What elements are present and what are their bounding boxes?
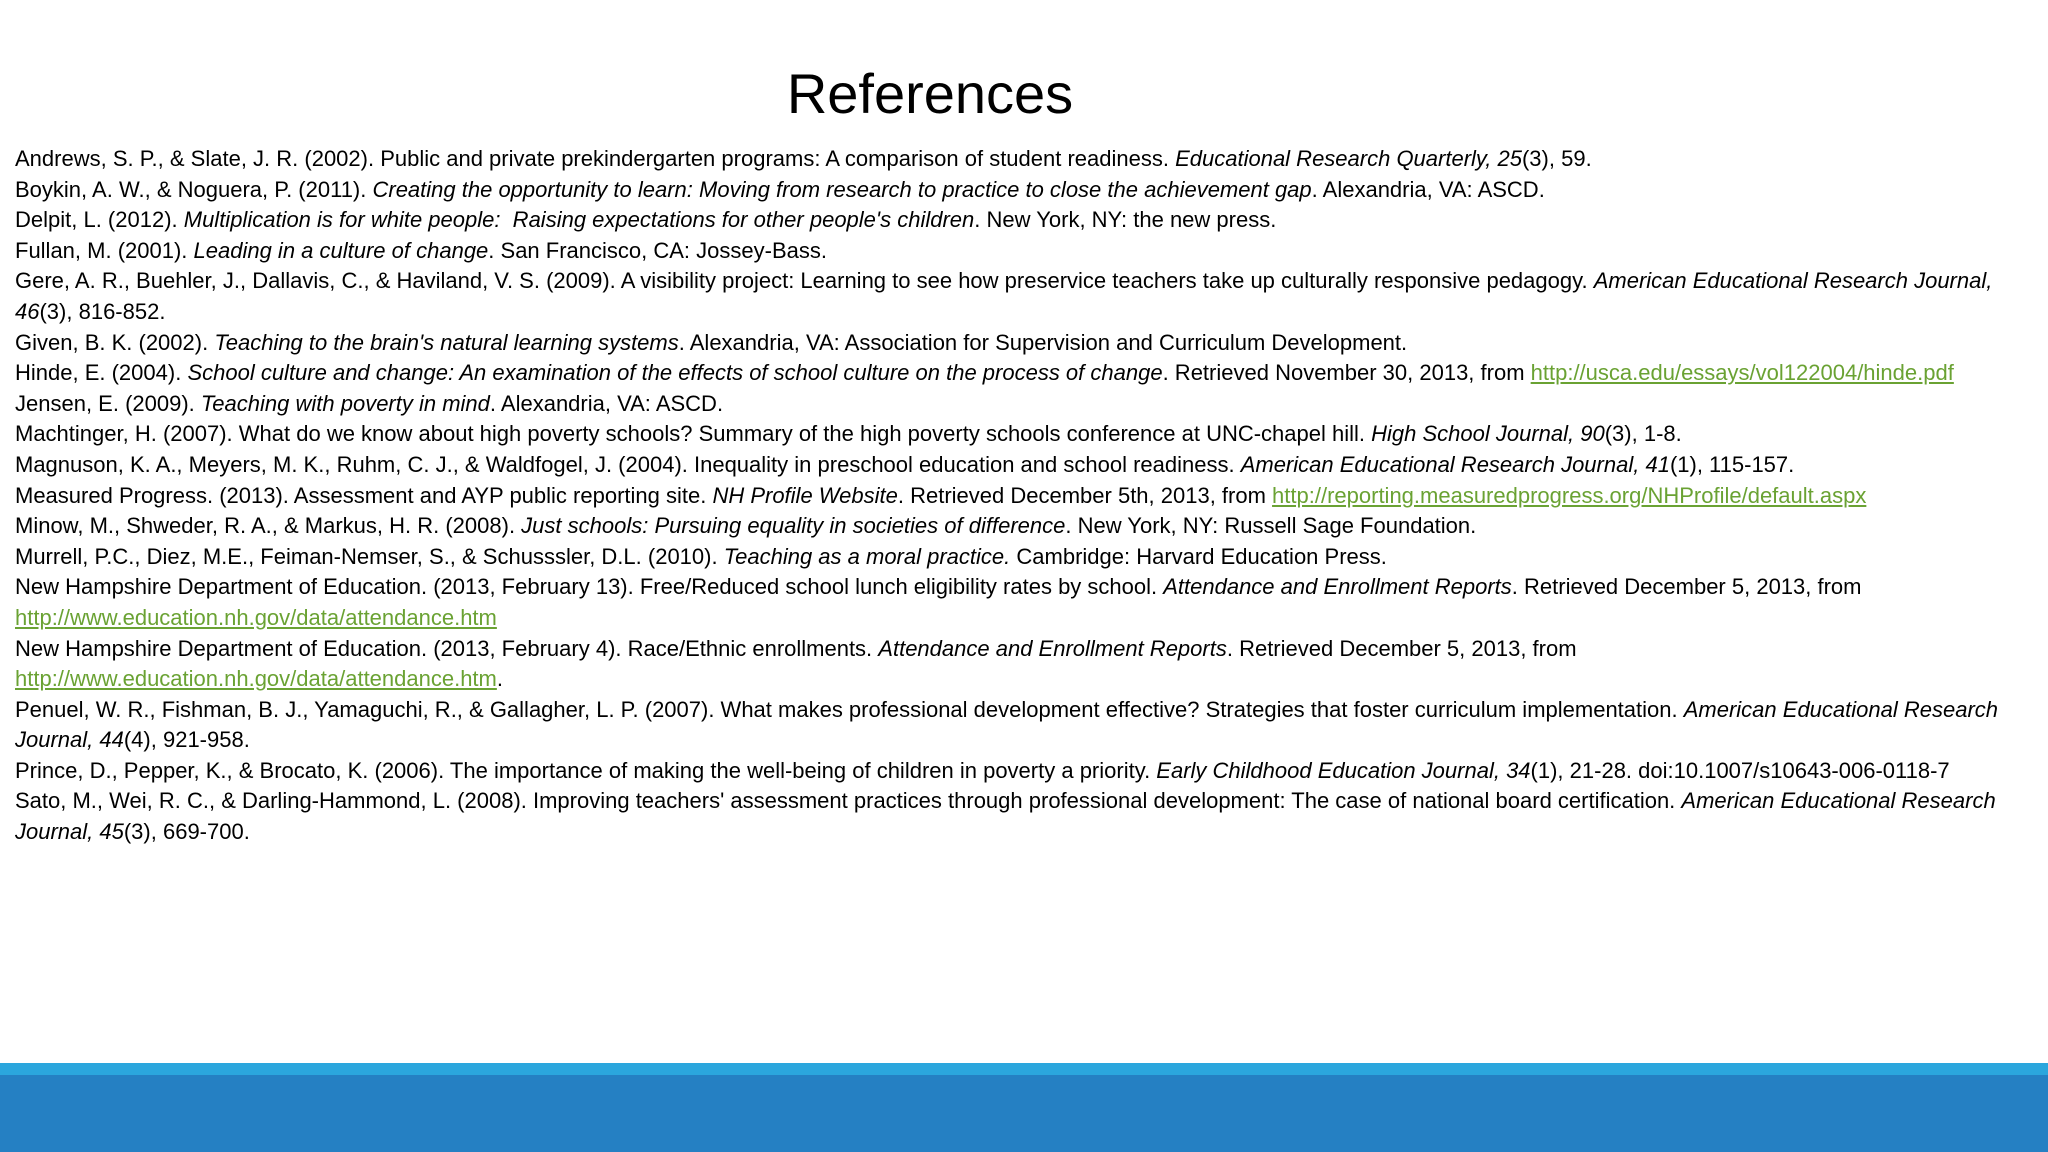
reference-text: . Retrieved November 30, 2013, from: [1162, 360, 1531, 386]
reference-text: Cambridge: Harvard Education Press.: [1010, 543, 1387, 569]
reference-source: Early Childhood Education Journal, 34: [1156, 757, 1531, 783]
reference-text: Hinde, E. (2004).: [15, 360, 188, 386]
reference-item: [15, 389, 2015, 420]
reference-source: Leading in a culture of change: [193, 237, 489, 263]
reference-text: (3), 1-8.: [1604, 421, 1682, 447]
reference-source: High School Journal, 90: [1371, 421, 1605, 447]
reference-link[interactable]: http://www.education.nh.gov/data/attendance.htm: [15, 604, 497, 630]
reference-link[interactable]: http://reporting.measuredprogress.org/NHProfile/default.aspx: [1272, 482, 1867, 508]
reference-text: .: [496, 666, 503, 692]
reference-source: Multiplication is for white people: Raising expectations for other people's children: [183, 207, 975, 233]
reference-text: Measured Progress. (2013). Assessment and AYP public reporting site.: [15, 482, 713, 508]
reference-source: Just schools: Pursuing equality in societies of difference: [521, 513, 1066, 539]
reference-source: American Educational Research Journal, 44: [15, 696, 1999, 753]
reference-source: American Educational Research Journal, 46: [15, 268, 1993, 324]
reference-text: Prince, D., Pepper, K., & Brocato, K. (2006). The importance of making the well-being of children in poverty a priority.: [15, 757, 1157, 783]
reference-item: [15, 419, 2015, 450]
reference-source: Teaching to the brain's natural learning systems: [214, 329, 679, 355]
reference-item: [15, 450, 2015, 481]
reference-item: [15, 236, 2015, 267]
reference-item: [15, 572, 2015, 633]
reference-source: Creating the opportunity to learn: Moving from research to practice to close the achievement gap: [372, 176, 1312, 202]
reference-text: Machtinger, H. (2007). What do we know about high poverty schools? Summary of the high poverty schools conference at UNC-chapel hill.: [15, 421, 1372, 447]
reference-source: Teaching as a moral practice.: [723, 543, 1011, 569]
reference-text: Gere, A. R., Buehler, J., Dallavis, C., & Haviland, V. S. (2009). A visibility project: Learning to see how preservice teachers take up culturally responsive pedagogy.: [15, 268, 1594, 294]
reference-item: [15, 634, 2015, 695]
reference-text: (4), 921-958.: [123, 727, 250, 753]
reference-text: Murrell, P.C., Diez, M.E., Feiman-Nemser, S., & Schusssler, D.L. (2010).: [15, 543, 724, 569]
reference-text: Penuel, W. R., Fishman, B. J., Yamaguchi, R., & Gallagher, L. P. (2007). What makes professional development effective? Strategies that foster curriculum implementation.: [15, 696, 1684, 722]
reference-text: Boykin, A. W., & Noguera, P. (2011).: [15, 176, 373, 202]
reference-text: Andrews, S. P., & Slate, J. R. (2002). Public and private prekindergarten programs: A comparison of student readiness.: [15, 146, 1176, 171]
reference-text: . Retrieved December 5, 2013, from: [1226, 635, 1577, 661]
reference-item: [15, 328, 2015, 359]
reference-source: School culture and change: An examination of the effects of school culture on the process of change: [187, 360, 1163, 386]
reference-source: Attendance and Enrollment Reports: [1163, 574, 1512, 600]
reference-source: Educational Research Quarterly, 25: [1175, 146, 1522, 171]
footer-bar: [0, 1075, 2048, 1152]
reference-item: [15, 511, 2015, 542]
reference-text: Fullan, M. (2001).: [15, 237, 194, 263]
footer-stripe: [0, 1063, 2048, 1075]
reference-list: [15, 144, 2015, 848]
reference-link[interactable]: http://www.education.nh.gov/data/attendance.htm: [15, 666, 497, 692]
reference-item: [15, 175, 2015, 206]
reference-item: [15, 205, 2015, 236]
reference-source: NH Profile Website: [712, 482, 898, 508]
reference-text: Jensen, E. (2009).: [15, 390, 201, 416]
reference-text: New Hampshire Department of Education. (2013, February 13). Free/Reduced school lunch eligibility rates by school.: [15, 574, 1164, 600]
reference-text: . Retrieved December 5th, 2013, from: [897, 482, 1273, 508]
reference-link[interactable]: http://usca.edu/essays/vol122004/hinde.pdf: [1530, 360, 1954, 386]
reference-item: [15, 542, 2015, 573]
reference-text: . New York, NY: the new press.: [974, 207, 1277, 233]
reference-text: New Hampshire Department of Education. (2013, February 4). Race/Ethnic enrollments.: [15, 635, 879, 661]
reference-text: (1), 115-157.: [1669, 451, 1795, 477]
reference-text: Sato, M., Wei, R. C., & Darling-Hammond, L. (2008). Improving teachers' assessment practices through professional development: The case of national board certification.: [15, 788, 1682, 814]
reference-text: . Alexandria, VA: ASCD.: [1311, 176, 1545, 202]
reference-item: [15, 756, 2015, 787]
reference-text: . Alexandria, VA: Association for Supervision and Curriculum Development.: [678, 329, 1408, 355]
reference-text: . New York, NY: Russell Sage Foundation.: [1065, 513, 1477, 539]
reference-item: [15, 695, 2015, 756]
reference-text: Given, B. K. (2002).: [15, 329, 215, 355]
reference-item: [15, 266, 2015, 327]
reference-source: Teaching with poverty in mind: [200, 390, 490, 416]
reference-text: (3), 816-852.: [39, 298, 166, 324]
reference-source: American Educational Research Journal, 45: [15, 788, 1996, 845]
reference-item: [15, 786, 2015, 847]
page-title: References: [786, 62, 1074, 125]
reference-text: Delpit, L. (2012).: [15, 207, 184, 233]
reference-source: American Educational Research Journal, 41: [1240, 451, 1670, 477]
reference-text: Minow, M., Shweder, R. A., & Markus, H. R. (2008).: [15, 513, 522, 539]
reference-text: (3), 669-700.: [123, 819, 250, 845]
reference-text: Magnuson, K. A., Meyers, M. K., Ruhm, C. J., & Waldfogel, J. (2004). Inequality in preschool education and school readiness.: [15, 451, 1241, 477]
reference-text: (3), 59.: [1521, 146, 1592, 171]
reference-item: [15, 144, 2015, 175]
reference-item: [15, 481, 2015, 512]
reference-source: Attendance and Enrollment Reports: [878, 635, 1227, 661]
reference-text: . San Francisco, CA: Jossey-Bass.: [488, 237, 827, 263]
reference-text: . Retrieved December 5, 2013, from: [1511, 574, 1862, 600]
reference-item: [15, 358, 2015, 389]
reference-text: (1), 21-28. doi:10.1007/s10643-006-0118-7: [1530, 757, 1950, 783]
reference-text: . Alexandria, VA: ASCD.: [489, 390, 724, 416]
